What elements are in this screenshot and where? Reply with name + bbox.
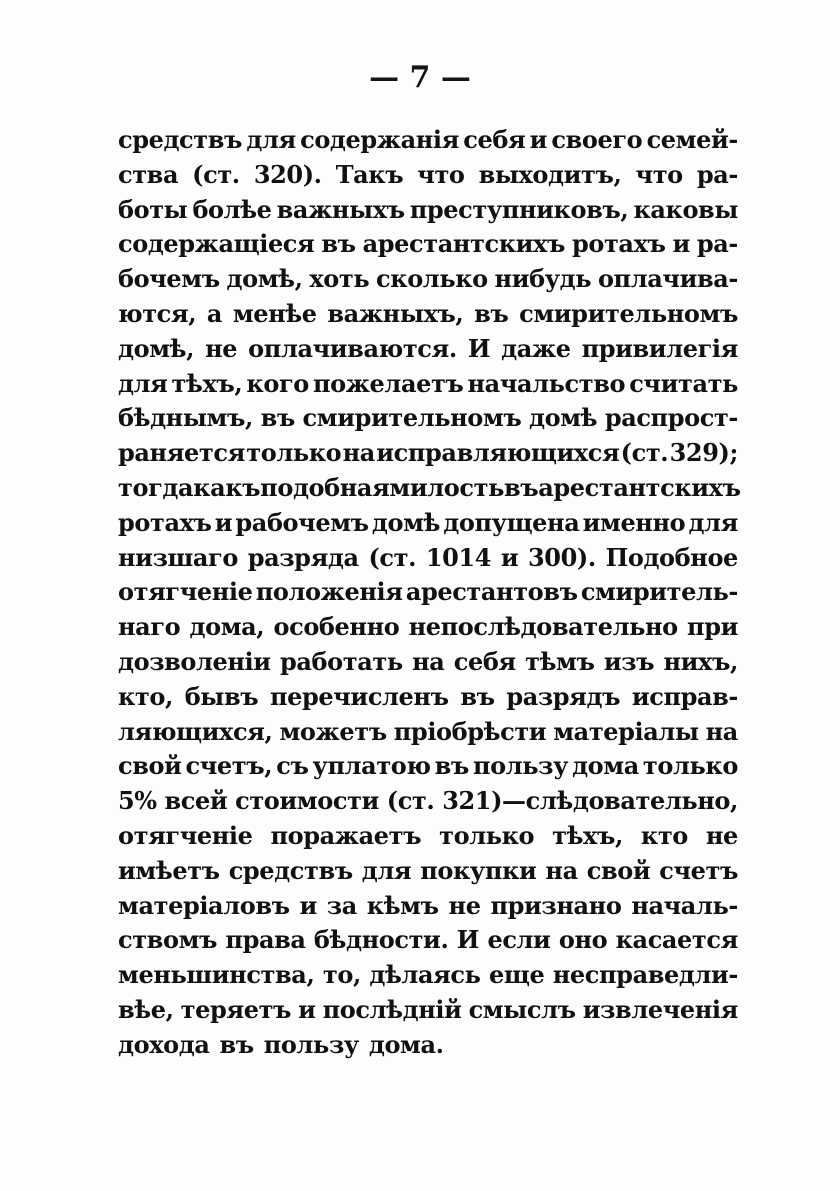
text-word: 300). xyxy=(528,542,596,572)
text-word: хоть xyxy=(309,264,370,294)
body-text xyxy=(118,123,741,1063)
text-word: тѣмъ xyxy=(525,646,595,676)
text-word: стоимости xyxy=(235,786,379,816)
text-word: менѣе xyxy=(232,298,317,328)
text-word: смирительномъ xyxy=(302,403,522,433)
text-word: какъ xyxy=(193,472,261,502)
text-word: и xyxy=(214,507,233,537)
text-word: тѣхъ, xyxy=(171,368,243,398)
text-word: уплатою xyxy=(312,751,431,781)
text-word: въ xyxy=(321,229,356,259)
text-word: въ xyxy=(434,751,469,781)
text-word: кого xyxy=(246,368,309,398)
text-word: сколько xyxy=(376,264,488,294)
text-word: именно xyxy=(582,507,686,537)
text-line xyxy=(118,610,738,645)
text-word: бывъ xyxy=(184,681,259,711)
text-word: имѣетъ xyxy=(118,855,220,885)
text-word: послѣдній xyxy=(322,994,462,1024)
text-line xyxy=(118,436,738,471)
text-word: отягченіе xyxy=(118,577,253,607)
text-word: вѣе, xyxy=(118,994,174,1024)
text-line xyxy=(118,715,738,750)
text-word: пріобрѣсти xyxy=(393,716,547,746)
text-word: поражаетъ xyxy=(270,820,422,850)
text-word: каковы xyxy=(633,194,738,224)
text-word: средствъ xyxy=(118,125,243,154)
text-word: нибудь xyxy=(494,264,592,294)
text-line xyxy=(118,749,738,784)
text-word: 320). xyxy=(253,159,322,189)
text-word: кѣмъ xyxy=(366,890,439,920)
text-line xyxy=(118,819,738,854)
text-word: допущена xyxy=(443,507,580,537)
text-word: привилегія xyxy=(581,333,738,363)
text-word: средствъ xyxy=(228,855,353,885)
text-line xyxy=(118,367,738,402)
text-line xyxy=(118,158,738,193)
text-word: для xyxy=(246,125,296,154)
text-word: исправляющихся xyxy=(376,438,620,468)
text-word: только xyxy=(439,820,535,850)
text-word: разряда xyxy=(247,542,359,572)
text-word: всей xyxy=(164,786,228,816)
text-word: арестантскихъ xyxy=(362,229,565,259)
text-word: несправедли- xyxy=(552,960,738,990)
text-word: на xyxy=(545,855,578,885)
text-word: арестантовъ xyxy=(405,577,578,607)
text-word: ра- xyxy=(696,229,738,259)
text-word: разрядъ xyxy=(506,681,621,711)
text-word: дома xyxy=(572,751,639,781)
text-line xyxy=(118,575,738,610)
text-word: ются, xyxy=(118,298,197,328)
text-word: что xyxy=(417,159,465,189)
text-word: дома, xyxy=(189,612,265,642)
text-word: даже xyxy=(501,333,571,363)
text-word: меньшинства, xyxy=(118,960,315,990)
text-word: считать xyxy=(629,368,738,398)
text-word: въ xyxy=(219,1029,254,1059)
text-word: своего xyxy=(551,125,643,154)
text-line xyxy=(118,297,738,332)
text-word: при xyxy=(687,612,738,642)
text-word: домѣ, xyxy=(118,333,195,363)
text-word: на xyxy=(705,716,738,746)
text-word: работать xyxy=(280,646,403,676)
text-word: себя xyxy=(453,646,516,676)
text-word: матеріаловъ xyxy=(118,890,290,920)
text-word: положенія xyxy=(255,577,403,607)
text-word: что xyxy=(635,159,683,189)
text-word: не xyxy=(448,890,481,920)
text-word: содержанія xyxy=(300,125,459,154)
text-word: въ xyxy=(474,298,509,328)
text-word: и xyxy=(672,229,690,259)
text-word: Такъ xyxy=(335,159,404,189)
text-word: низшаго xyxy=(118,542,238,572)
text-word: касается xyxy=(615,925,738,955)
text-word: исправ- xyxy=(631,681,738,711)
text-word: для xyxy=(118,368,168,398)
text-word: признано xyxy=(490,890,622,920)
text-word: боты xyxy=(118,194,188,224)
text-word: смыслъ xyxy=(468,994,576,1024)
text-word: дохода xyxy=(118,1029,210,1059)
text-word: оплачиваются. xyxy=(248,333,457,363)
text-word: на xyxy=(342,438,375,468)
text-word: особенно xyxy=(273,612,400,642)
text-word: за xyxy=(326,890,357,920)
text-word: тогда xyxy=(118,472,194,502)
text-word: арестантскихъ xyxy=(538,472,741,502)
text-line xyxy=(118,993,738,1028)
text-word: и xyxy=(529,125,548,154)
text-word: свой xyxy=(118,751,182,781)
text-word: на xyxy=(412,646,445,676)
text-word: 1014 xyxy=(425,542,492,572)
text-word: рабочемъ xyxy=(235,507,369,537)
text-word: свой xyxy=(586,855,651,885)
text-word: перечисленъ xyxy=(269,681,449,711)
text-word: начальство xyxy=(467,368,626,398)
text-line xyxy=(118,680,738,715)
text-word: не xyxy=(705,820,738,850)
text-word: отягченіе xyxy=(118,820,253,850)
text-word: кто, xyxy=(118,681,173,711)
text-word: раняется xyxy=(118,438,245,468)
text-word: еще xyxy=(489,960,545,990)
text-word: бѣднымъ, xyxy=(118,403,253,433)
text-line xyxy=(118,262,738,297)
text-line xyxy=(118,332,738,367)
text-word: себя xyxy=(463,125,526,154)
text-word: только xyxy=(246,438,342,468)
text-word: и xyxy=(299,890,317,920)
text-word: въ xyxy=(460,681,495,711)
text-word: то, xyxy=(322,960,361,990)
text-line xyxy=(118,784,738,819)
text-word: нихъ, xyxy=(663,646,738,676)
text-word: И xyxy=(467,333,491,363)
text-word: непослѣдовательно xyxy=(408,612,678,642)
text-word: счетъ, xyxy=(185,751,273,781)
text-word: бѣдности. xyxy=(313,925,449,955)
text-word: въ xyxy=(260,403,295,433)
text-word: милость xyxy=(389,472,504,502)
text-word: оно xyxy=(558,925,608,955)
text-line xyxy=(118,645,738,680)
text-word: изъ xyxy=(603,646,655,676)
text-word: дозволеніи xyxy=(118,646,271,676)
text-word: если xyxy=(487,925,551,955)
text-line xyxy=(118,1028,738,1063)
text-line xyxy=(118,958,738,993)
text-word: болѣе xyxy=(192,194,272,224)
text-line xyxy=(118,889,738,924)
text-word: дѣлаясь xyxy=(369,960,481,990)
text-word: покупки xyxy=(420,855,537,885)
text-word: съ xyxy=(276,751,309,781)
text-word: бочемъ xyxy=(118,264,220,294)
text-word: пользу xyxy=(472,751,569,781)
text-word: можетъ xyxy=(279,716,387,746)
text-word: ротахъ xyxy=(571,229,666,259)
text-word: смирительномъ xyxy=(519,298,738,328)
text-word: важныхъ, xyxy=(327,298,464,328)
text-word: кто xyxy=(640,820,688,850)
text-word: содержащіеся xyxy=(118,229,315,259)
text-word: ствомъ xyxy=(118,925,218,955)
text-line xyxy=(118,123,738,158)
text-word: и xyxy=(500,542,519,572)
text-word: матеріалы xyxy=(553,716,699,746)
text-word: 321)—слѣдовательно, xyxy=(442,786,738,816)
text-line xyxy=(118,506,738,541)
text-word: тѣхъ, xyxy=(552,820,623,850)
text-word: наго xyxy=(118,612,181,642)
text-word: пользу xyxy=(263,1029,359,1059)
text-word: извлеченія xyxy=(582,994,738,1024)
page-number: — 7 — xyxy=(369,60,471,95)
text-line xyxy=(118,854,738,889)
text-word: дома. xyxy=(368,1029,444,1059)
text-word: ства xyxy=(118,159,179,189)
text-word: права xyxy=(225,925,306,955)
text-word: распрост- xyxy=(604,403,738,433)
text-word: только xyxy=(642,751,738,781)
text-word: началь- xyxy=(631,890,738,920)
text-word: теряетъ xyxy=(180,994,292,1024)
text-word: для xyxy=(688,507,738,537)
text-word: 329); xyxy=(669,438,738,468)
text-word: домѣ xyxy=(529,403,598,433)
text-word: ротахъ xyxy=(118,507,212,537)
text-word: а xyxy=(206,298,223,328)
text-word: оплачива- xyxy=(597,264,738,294)
text-word: важныхъ xyxy=(276,194,405,224)
text-word: и xyxy=(298,994,316,1024)
text-word: домѣ xyxy=(371,507,441,537)
text-word: семей- xyxy=(646,125,738,154)
text-line xyxy=(118,923,738,958)
text-line xyxy=(118,401,738,436)
text-word: не xyxy=(205,333,238,363)
text-word: (ст. xyxy=(386,786,435,816)
text-word: И xyxy=(456,925,480,955)
text-word: счетъ xyxy=(659,855,738,885)
text-word: для xyxy=(361,855,412,885)
text-word: Подобное xyxy=(605,542,738,572)
text-word: (ст. xyxy=(368,542,417,572)
text-word: домѣ, xyxy=(226,264,303,294)
text-word: пожелаетъ xyxy=(312,368,464,398)
text-word: смиритель- xyxy=(580,577,738,607)
text-word: преступниковъ, xyxy=(409,194,629,224)
text-word: 5% xyxy=(118,786,157,816)
text-line xyxy=(118,227,738,262)
text-line xyxy=(118,541,738,576)
text-word: ляющихся, xyxy=(118,716,273,746)
text-word: подобная xyxy=(260,472,390,502)
text-word: (ст. xyxy=(620,438,669,468)
text-word: (ст. xyxy=(192,159,240,189)
text-word: выходитъ, xyxy=(478,159,622,189)
text-line xyxy=(118,471,741,506)
text-word: ра- xyxy=(696,159,738,189)
text-line xyxy=(118,193,738,228)
text-word: въ xyxy=(503,472,539,502)
